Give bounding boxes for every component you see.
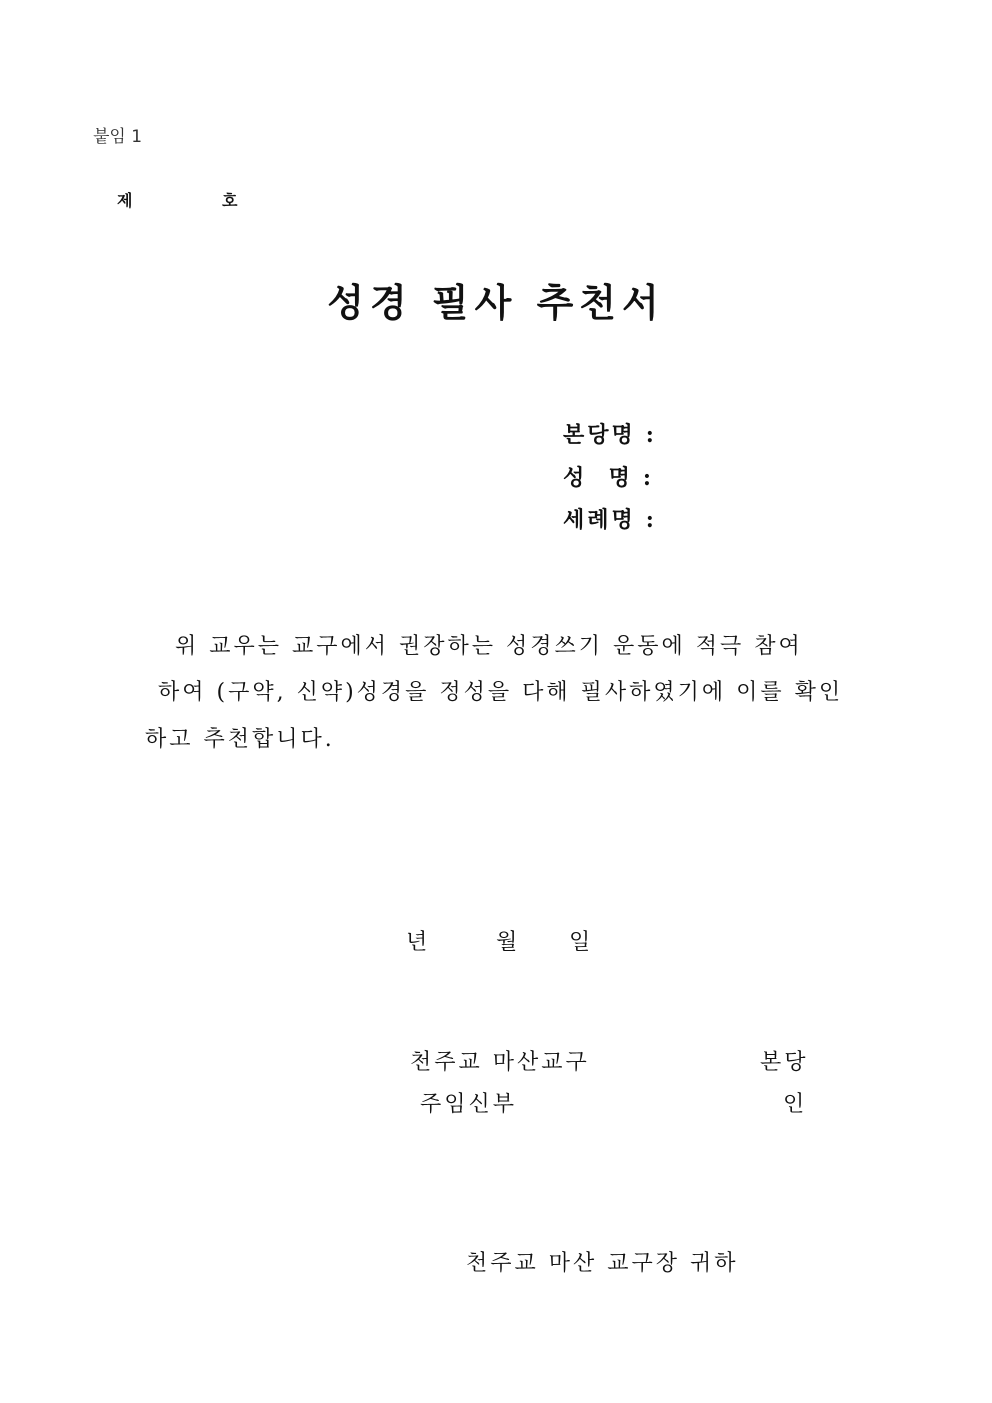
field-colon: : xyxy=(645,422,657,448)
field-colon: : xyxy=(645,507,657,533)
field-label: 본당명 xyxy=(563,422,636,448)
signature-parish: 본당 xyxy=(760,1050,809,1075)
addressee: 천주교 마산 교구장 귀하 xyxy=(466,1251,739,1276)
field-colon: : xyxy=(642,465,654,491)
field-full-name xyxy=(563,461,654,492)
signature-seal: 인 xyxy=(783,1092,808,1117)
date-year-label: 년 xyxy=(406,930,428,955)
attachment-label: 붙임 1 xyxy=(93,127,143,147)
field-label: 세례명 xyxy=(563,507,636,533)
body-text-line: 하여 (구약, 신약)성경을 정성을 다해 필사하였기에 이를 확인 xyxy=(158,680,844,705)
field-label: 성 명 xyxy=(563,465,633,491)
doc-number-suffix: 호 xyxy=(222,191,238,210)
date-day-label: 일 xyxy=(569,930,591,955)
field-baptismal-name xyxy=(563,503,657,534)
field-parish-name xyxy=(563,418,657,449)
signature-organization: 천주교 마산교구 xyxy=(410,1050,590,1075)
document-title: 성경 필사 추천서 xyxy=(327,280,665,325)
body-text-line: 위 교우는 교구에서 권장하는 성경쓰기 운동에 적극 참여 xyxy=(175,634,803,659)
doc-number-prefix: 제 xyxy=(117,191,133,210)
signature-title: 주임신부 xyxy=(420,1092,518,1117)
body-text-line: 하고 추천합니다. xyxy=(145,727,335,752)
date-month-label: 월 xyxy=(496,930,518,955)
